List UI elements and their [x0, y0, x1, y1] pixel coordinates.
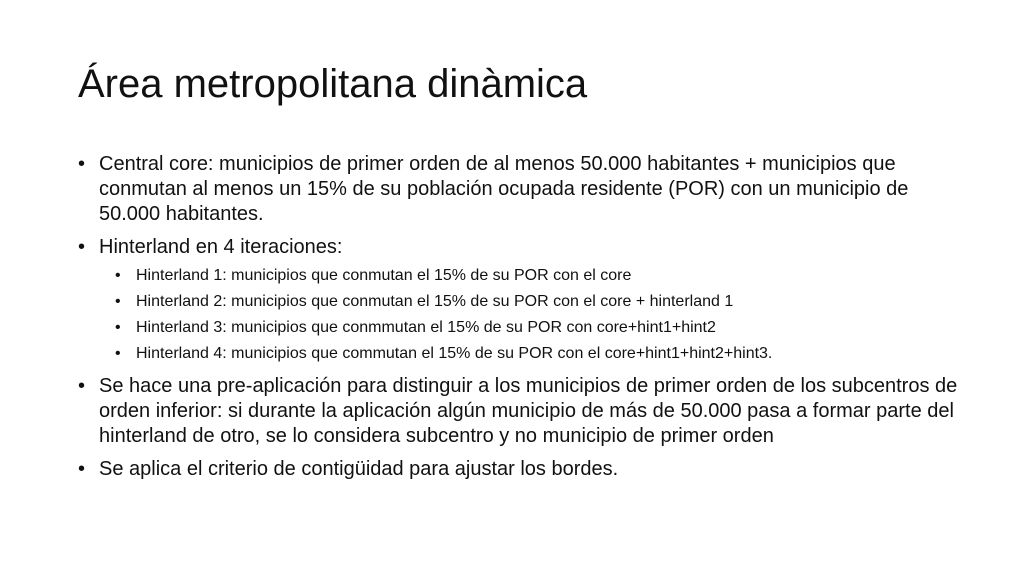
bullet-text: Se hace una pre-aplicación para distinguir a los municipios de primer orden de los subcentros de orden inferior: si durante la aplicación algún municipio de más de 50.000 pasa a formar parte del hinterland de otro, se lo considera subcentro y no municipio de primer orden: [99, 375, 958, 447]
bullet-item-pre-aplicacion: [78, 374, 961, 449]
sub-bullet-text: Hinterland 2: municipios que conmutan el 15% de su POR con el core + hinterland 1: [136, 293, 734, 310]
bullet-item-hinterland: [78, 235, 961, 260]
sub-bullet-text: Hinterland 1: municipios que conmutan el 15% de su POR con el core: [136, 267, 632, 284]
bullet-text: Hinterland en 4 iteraciones:: [99, 236, 343, 258]
sub-bullet-icon: •: [115, 345, 121, 362]
sub-bullet-item-hinterland-2: [78, 292, 958, 312]
bullet-item-contiguidad: [78, 457, 961, 482]
sub-bullet-item-hinterland-4: [78, 344, 958, 364]
sub-bullet-icon: •: [115, 319, 121, 336]
sub-bullet-item-hinterland-1: [78, 266, 958, 286]
bullet-icon: •: [78, 236, 86, 258]
bullet-text: Central core: municipios de primer orden de al menos 50.000 habitantes + municipios que conmutan al menos un 15% de su población ocupada residente (POR) con un municipio de 50.000 habitantes.: [99, 153, 909, 225]
sub-bullet-text: Hinterland 4: municipios que commutan el 15% de su POR con el core+hint1+hint2+hint3.: [136, 345, 773, 362]
bullet-icon: •: [78, 458, 86, 480]
bullet-list: [78, 152, 958, 490]
sub-bullet-icon: •: [115, 293, 121, 310]
sub-bullet-icon: •: [115, 267, 121, 284]
bullet-icon: •: [78, 153, 86, 175]
sub-bullet-list: [78, 266, 958, 364]
sub-bullet-text: Hinterland 3: municipios que conmmutan el 15% de su POR con core+hint1+hint2: [136, 319, 716, 336]
bullet-icon: •: [78, 375, 86, 397]
bullet-text: Se aplica el criterio de contigüidad para ajustar los bordes.: [99, 458, 619, 480]
sub-bullet-item-hinterland-3: [78, 318, 958, 338]
bullet-item-central-core: [78, 152, 961, 227]
slide-title: Área metropolitana dinàmica: [78, 62, 588, 106]
